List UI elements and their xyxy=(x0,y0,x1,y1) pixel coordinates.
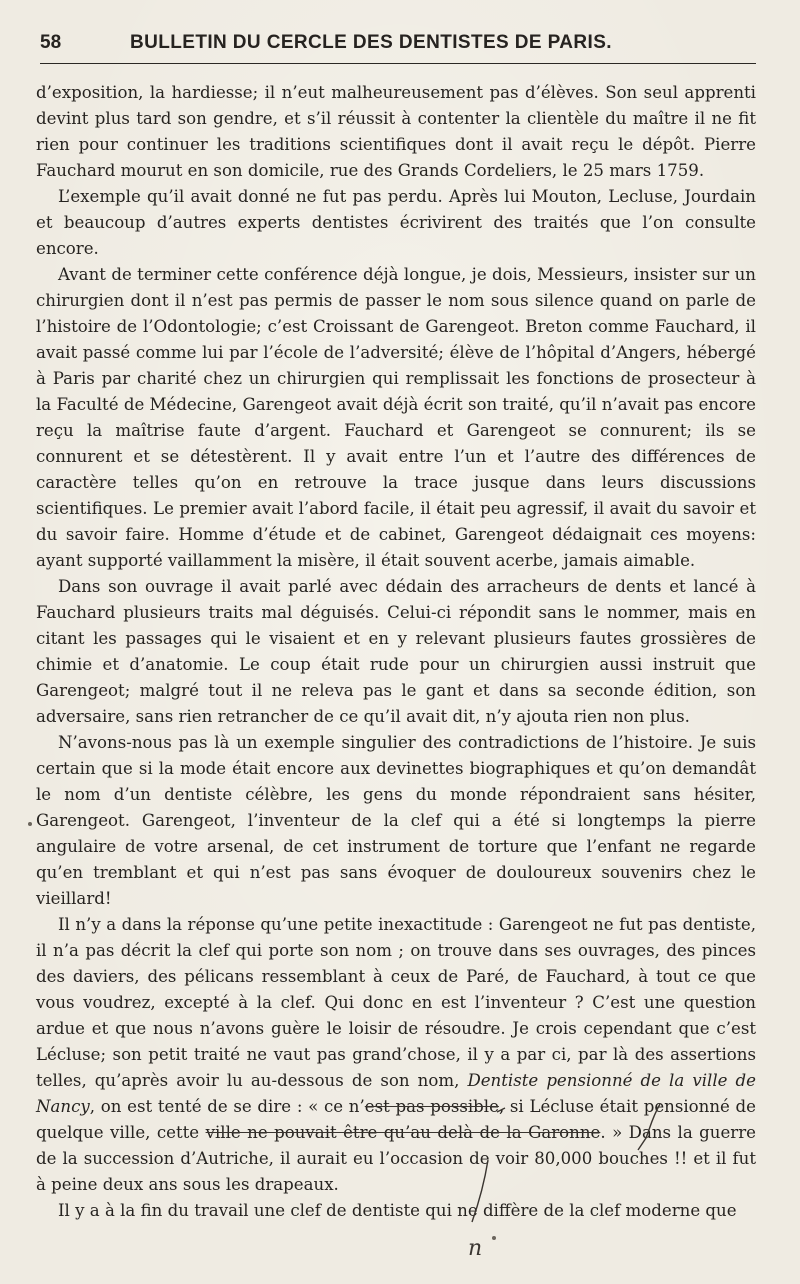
p6-text-a: Il n’y a dans la réponse qu’une petite inexactitude : Garengeot ne fut pas dentiste, il n’a pas décrit la clef qui porte son nom ; on trouve dans ses ouvrages, des pinces des daviers, des pélicans ressemblant à ceux de Paré, de Fauchard, à tout ce que vous voudrez, excepté à la clef. Qui donc en est l’inventeur ? C’est une question ardue et que nous n’avons guère le loisir de résoudre. Je crois cependant que c’est Lécluse; son petit traité ne vaut pas grand’chose, il y a par ci, par là des assertions telles, qu’après avoir lu au-dessous de son nom, xyxy=(36,915,756,1090)
ink-dot xyxy=(492,1236,496,1240)
p6-text-b: , on est tenté de se dire : « ce n’ xyxy=(89,1097,365,1116)
paragraph-5: N’avons-nous pas là un exemple singulier des contradictions de l’histoire. Je suis certain que si la mode était encore aux devinettes biographiques et qu’on demandât le nom d’un dentiste célèbre, les gens du monde répondraient sans hésiter, Garengeot. Garengeot, l’inventeur de la clef qui a été si longtemps la pierre angulaire de votre arsenal, de cet instrument de torture que l’enfant ne regarde qu’en tremblant et qui n’est pas sans évoquer de douloureux souvenirs chez le vieillard! xyxy=(36,733,756,908)
paragraph-7: Il y a à la fin du travail une clef de dentiste qui ne diffère de la clef moderne que xyxy=(58,1201,737,1220)
p6-italic-title: Dentiste pensionné de la ville de Nancy xyxy=(36,1071,756,1116)
header-rule xyxy=(40,63,756,64)
paragraph-1: d’exposition, la hardiesse; il n’eut malheureusement pas d’élèves. Son seul apprenti devint plus tard son gendre, et s’il réussit à contenter la clientèle du maître il ne fit rien pour continuer les traditions scientifiques dont il avait reçu le dépôt. Pierre Fauchard mourut en son domicile, rue des Grands Cordeliers, le 25 mars 1759. xyxy=(36,83,756,180)
running-header xyxy=(40,32,760,64)
paragraph-3: Avant de terminer cette conférence déjà longue, je dois, Messieurs, insister sur un chirurgien dont il n’est pas permis de passer le nom sous silence quand on parle de l’histoire de l’Odontologie; c’est Croissant de Garengeot. Breton comme Fauchard, il avait passé comme lui par l’école de l’adversité; élève de l’hôpital d’Angers, hébergé à Paris par charité chez un chirurgien qui remplissait les fonctions de prosecteur à la Faculté de Médecine, Garengeot avait déjà écrit son traité, qu’il n’avait pas encore reçu la maîtrise faute d’argent. Fauchard et Garengeot se connurent; ils se connurent et se détestèrent. Il y avait entre l’un et l’autre des différences de caractère telles qu’on en retrouve la trace jusque dans leurs discussions scientifiques. Le premier avait l’abord facile, il était peu agressif, il avait du savoir et du savoir faire. Homme d’étude et de cabinet, Garengeot dédaignait ces moyens: ayant supporté vaillamment la misère, il était souvent acerbe, jamais aimable. xyxy=(36,265,756,570)
margin-dot xyxy=(28,822,32,826)
running-title: BULLETIN DU CERCLE DES DENTISTES DE PARIS. xyxy=(130,32,612,53)
paragraph-4: Dans son ouvrage il avait parlé avec dédain des arracheurs de dents et lancé à Fauchard plusieurs traits mal déguisés. Celui-ci répondit sans le nommer, mais en citant les passages qui le visaient et en y relevant plusieurs fautes grossières de chimie et d’anatomie. Le coup était rude pour un chirurgien aussi instruit que Garengeot; malgré tout il ne releva pas le gant et dans sa seconde édition, son adversaire, sans rien retrancher de ce qu’il avait dit, n’y ajouta rien non plus. xyxy=(36,577,756,726)
paragraph-6 xyxy=(36,912,756,1198)
body-text xyxy=(36,80,756,1224)
p6-text-d: . » Dans la guerre de la succession d’Autriche, il aurait eu l’occasion de voir 80,000 bouches !! et il fut à peine deux ans sous les drapeaux. xyxy=(36,1123,756,1194)
page-number: 58 xyxy=(40,32,62,53)
strikethrough-1: est pas possible xyxy=(364,1097,499,1116)
strikethrough-2: ville ne pouvait être qu’au delà de la Garonne xyxy=(205,1123,601,1142)
p6-text-c: , si Lécluse était pensionné de quelque ville, cette xyxy=(36,1097,756,1142)
paragraph-2: L’exemple qu’il avait donné ne fut pas perdu. Après lui Mouton, Lecluse, Jourdain et beaucoup d’autres experts dentistes écrivirent des traités que l’on consulte encore. xyxy=(36,187,756,258)
margin-handwritten-mark: n xyxy=(468,1236,483,1261)
